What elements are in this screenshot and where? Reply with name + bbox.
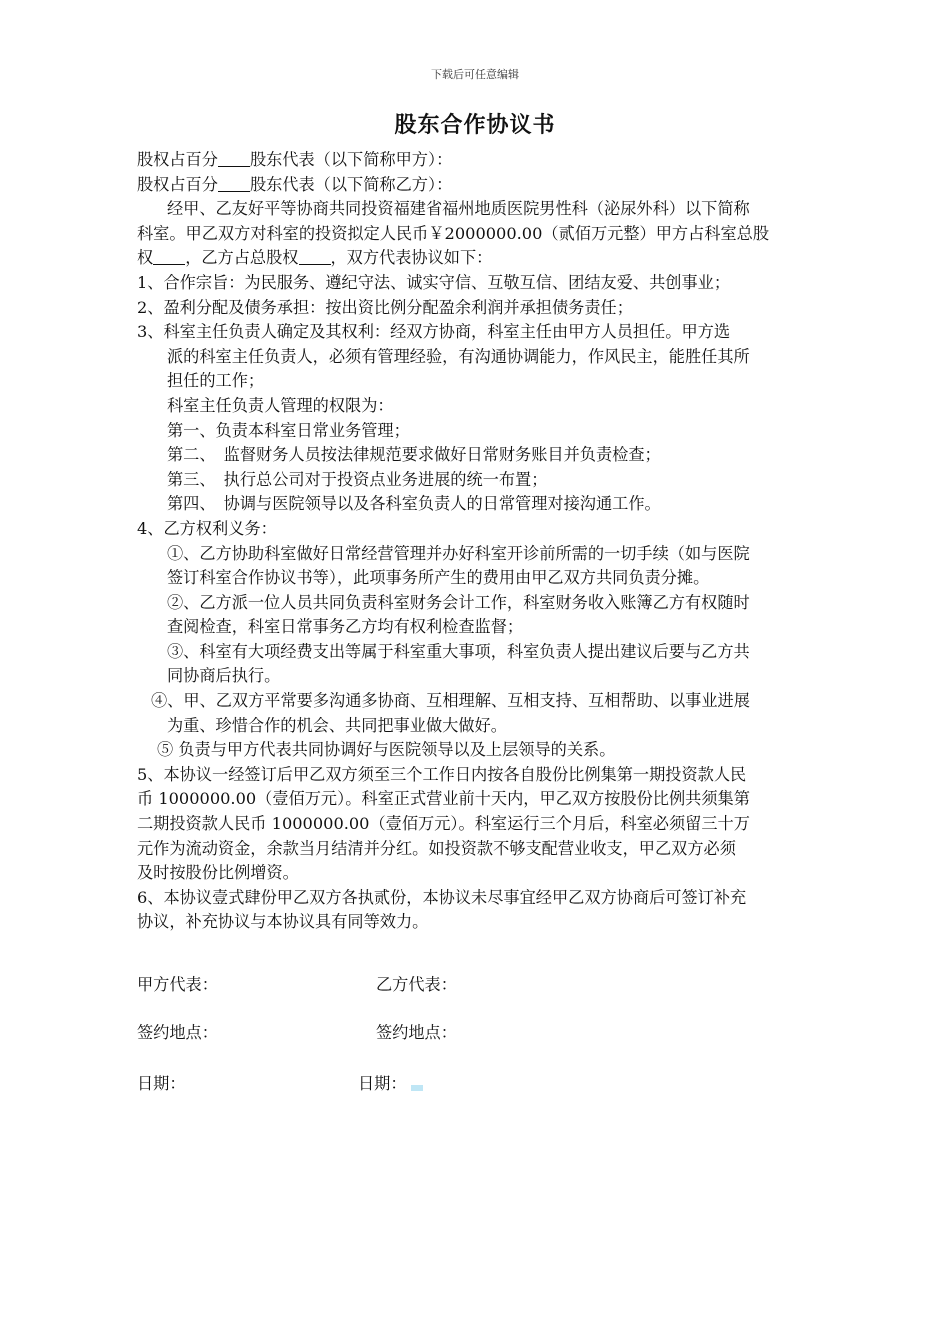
blank-field <box>218 175 250 192</box>
clause-3-line-2: 派的科室主任负责人，必须有管理经验，有沟通协调能力，作风民主，能胜任其所 <box>167 346 750 366</box>
intro-3a: 权 <box>137 248 154 268</box>
clause-3-authority-heading: 科室主任负责人管理的权限为： <box>167 395 394 415</box>
document-title: 股东合作协议书 <box>394 113 556 138</box>
clause-1: 1、合作宗旨：为民服务、遵纪守法、诚实守信、互敬互信、团结友爱、共创事业； <box>137 272 731 292</box>
intro-3b: ，乙方占总股权 <box>185 248 299 268</box>
clause-5-line-1: 5、本协议一经签订后甲乙双方须至三个工作日内按各自股份比例集第一期投资款人民 <box>137 764 747 784</box>
clause-4-item-3-line-1: ③、科室有大项经费支出等属于科室重大事项，科室负责人提出建议后要与乙方共 <box>167 641 750 661</box>
clause-4-item-4-line-1: ④、甲、乙双方平常要多沟通多协商、互相理解、互相支持、互相帮助、以事业进展 <box>151 691 750 711</box>
party-b-date-label: 日期： <box>358 1074 407 1093</box>
party-b-place-label: 签约地点： <box>376 1023 457 1042</box>
blank-field <box>153 248 185 265</box>
authority-item-4: 第四、 协调与医院领导以及各科室负责人的日常管理对接沟通工作。 <box>167 494 661 514</box>
clause-4-item-3-line-2: 同协商后执行。 <box>167 666 281 686</box>
text-cursor-marker <box>411 1085 423 1091</box>
clause-5-line-4: 元作为流动资金，余款当月结清并分红。如投资款不够支配营业收支，甲乙双方必须 <box>137 838 736 858</box>
clause-4-item-1-line-1: ①、乙方协助科室做好日常经营管理并办好科室开诊前所需的一切手续（如与医院 <box>167 543 750 563</box>
intro-line-2: 科室。甲乙双方对科室的投资拟定人民币￥2000000.00（贰佰万元整）甲方占科室总股 <box>137 223 770 243</box>
party-b-date-group <box>358 1073 423 1095</box>
party-b-rep-label: 乙方代表： <box>376 975 457 994</box>
intro-line-3 <box>137 246 867 271</box>
clause-5-line-3: 二期投资款人民币 1000000.00（壹佰万元）。科室运行三个月后，科室必须留三十万 <box>137 814 750 834</box>
clause-4-item-4-line-2: 为重、珍惜合作的机会、共同把事业做大做好。 <box>167 715 507 735</box>
clause-4-item-2-line-1: ②、乙方派一位人员共同负责科室财务会计工作，科室财务收入账簿乙方有权随时 <box>167 592 750 612</box>
blank-field <box>218 150 250 167</box>
clause-6-line-2: 协议，补充协议与本协议具有同等效力。 <box>137 912 429 932</box>
authority-item-3: 第三、 执行总公司对于投资点业务进展的统一布置； <box>167 469 548 489</box>
clause-4-item-2-line-2: 查阅检查，科室日常事务乙方均有权利检查监督； <box>167 617 524 637</box>
clause-6-line-1: 6、本协议壹式肆份甲乙双方各执贰份，本协议未尽事宜经甲乙双方协商后可签订补充 <box>137 887 747 907</box>
clause-4-item-1-line-2: 签订科室合作协议书等），此项事务所产生的费用由甲乙双方共同负责分摊。 <box>167 568 710 588</box>
clause-5-line-5: 及时按股份比例增资。 <box>137 863 299 883</box>
clause-3-line-1: 3、科室主任负责人确定及其权利：经双方协商，科室主任由甲方人员担任。甲方选 <box>137 322 731 342</box>
authority-item-1: 第一、负责本科室日常业务管理； <box>167 420 410 440</box>
shareholder-b-prefix: 股权占百分 <box>137 174 218 194</box>
party-a-date-label: 日期： <box>137 1074 186 1093</box>
blank-field <box>299 248 331 265</box>
authority-item-2: 第二、 监督财务人员按法律规范要求做好日常财务账目并负责检查； <box>167 445 661 465</box>
clause-4-item-5: ⑤ 负责与甲方代表共同协调好与医院领导以及上层领导的关系。 <box>157 740 616 760</box>
shareholder-a-prefix: 股权占百分 <box>137 150 218 169</box>
shareholder-a-suffix: 股东代表（以下简称甲方）： <box>249 150 453 169</box>
shareholder-a-line <box>137 148 867 173</box>
intro-line-1: 经甲、乙友好平等协商共同投资福建省福州地质医院男性科（泌尿外科）以下简称 <box>167 199 750 219</box>
clause-4: 4、乙方权利义务： <box>137 518 277 538</box>
clause-5-line-2: 币 1000000.00（壹佰万元）。科室正式营业前十天内，甲乙双方按股份比例共须集第 <box>137 789 750 809</box>
intro-3c: ，双方代表协议如下： <box>330 248 493 268</box>
agreement-body <box>137 148 867 935</box>
clause-2: 2、盈利分配及债务承担：按出资比例分配盈余利润并承担债务责任； <box>137 297 633 317</box>
header-note: 下载后可任意编辑 <box>431 68 519 81</box>
shareholder-b-suffix: 股东代表（以下简称乙方）： <box>249 174 453 194</box>
clause-3-line-3: 担任的工作； <box>167 371 265 391</box>
party-a-rep-label: 甲方代表： <box>137 975 218 994</box>
shareholder-b-line <box>137 173 867 198</box>
party-a-place-label: 签约地点： <box>137 1023 218 1042</box>
